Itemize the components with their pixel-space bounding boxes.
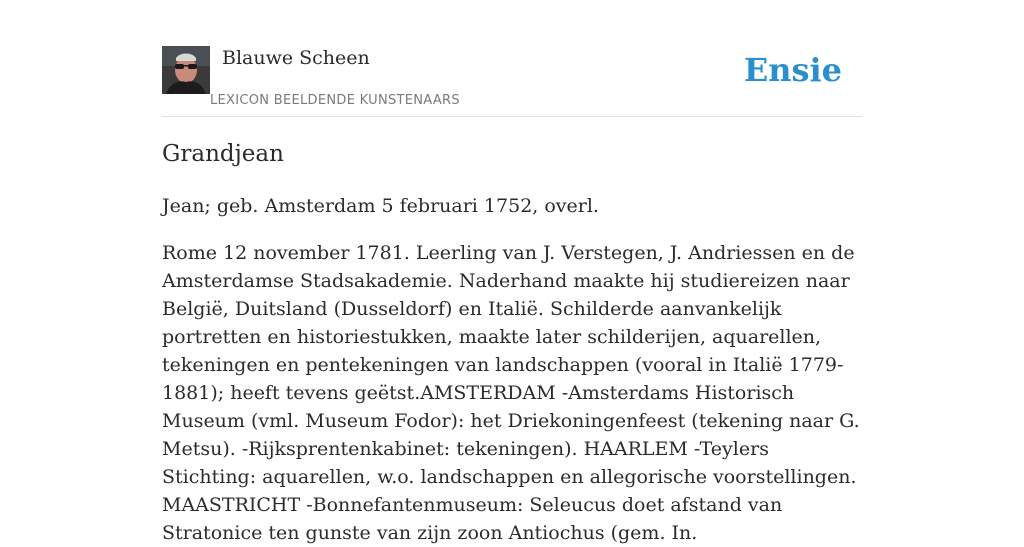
article [162,138,862,547]
brand-logo[interactable]: Ensie [743,51,842,89]
collection-label[interactable]: LEXICON BEELDENDE KUNSTENAARS [210,93,460,108]
article-paragraph: Jean; geb. Amsterdam 5 februari 1752, overl. [162,195,599,217]
article-title: Grandjean [162,141,284,167]
article-paragraph: Rome 12 november 1781. Leerling van J. Verstegen, J. Andriessen en de Amsterdamse Stadsakademie. Naderhand maakte hij studiereizen naar België, Duitsland (Dusseldorf) en Italië. Schilderde aanvankelijk portretten en historiestukken, maakte later schilderijen, aquarellen, tekeningen en pentekeningen van landschappen (vooral in Italië 1779-1881); heeft tevens geëtst.AMSTERDAM -Amsterdams Historisch Museum (vml. Museum Fodor): het Driekoningenfeest (tekening naar G. Metsu). -Rijksprentenkabinet: tekeningen). HAARLEM -Teylers Stichting: aquarellen, w.o. landschappen en allegorische voorstellingen. MAASTRICHT -Bonnefantenmuseum: Seleucus doet afstand van Stratonice ten gunste van zijn zoon Antiochus (gem. In. [162,242,860,544]
author-name[interactable]: Blauwe Scheen [222,47,370,69]
author-avatar[interactable] [162,46,210,94]
page-header [162,46,862,117]
author-photo-icon [162,46,210,94]
